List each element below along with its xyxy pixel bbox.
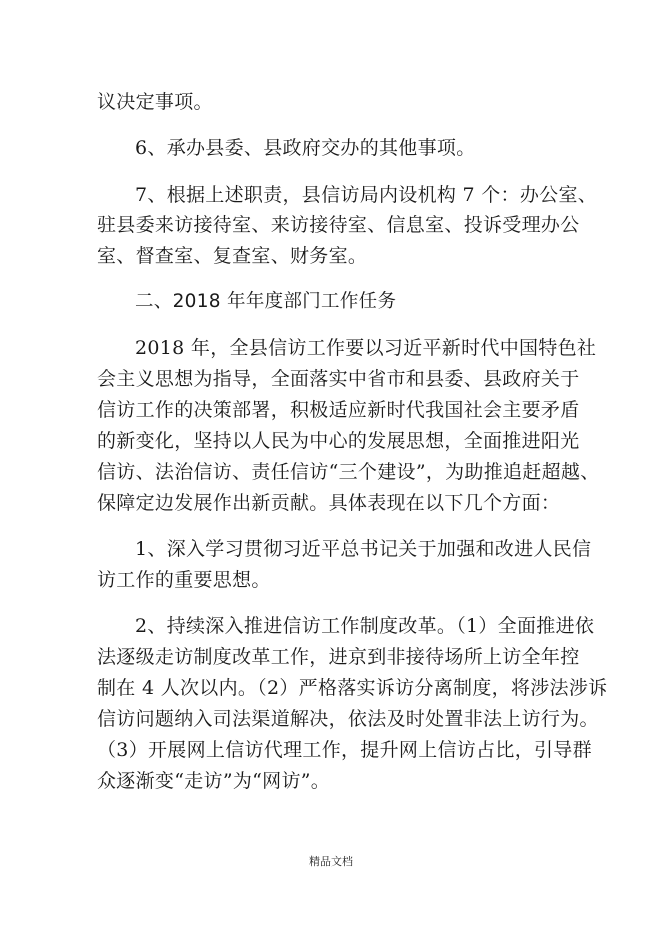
paragraph-line: 信访工作的决策部署，积极适应新时代我国社会主要矛盾 xyxy=(97,399,580,421)
paragraph-line: （3）开展网上信访代理工作，提升网上信访占比，引导群 xyxy=(97,739,592,761)
paragraph-line: 7、根据上述职责，县信访局内设机构 7 个：办公室、 xyxy=(135,184,598,206)
paragraph-line: 6、承办县委、县政府交办的其他事项。 xyxy=(135,137,476,159)
paragraph-line: 会主义思想为指导，全面落实中省市和县委、县政府关于 xyxy=(97,368,580,390)
section-heading: 二、2018 年年度部门工作任务 xyxy=(135,291,397,312)
paragraph-line: 2018 年，全县信访工作要以习近平新时代中国特色社 xyxy=(135,337,597,359)
paragraph-line: 法逐级走访制度改革工作，进京到非接待场所上访全年控 xyxy=(97,646,580,668)
paragraph-line: 信访、法治信访、责任信访“三个建设”，为助推追赶超越、 xyxy=(97,461,600,483)
paragraph-line: 1、深入学习贯彻习近平总书记关于加强和改进人民信 xyxy=(135,538,592,560)
paragraph-line: 众逐渐变“走访”为“网访”。 xyxy=(97,770,331,792)
paragraph-line: 的新变化，坚持以人民为中心的发展思想，全面推进阳光 xyxy=(97,430,580,452)
paragraph-line: 保障定边发展作出新贡献。具体表现在以下几个方面： xyxy=(97,492,561,514)
paragraph-line: 议决定事项。 xyxy=(97,91,213,113)
paragraph-line: 制在 4 人次以内。（2）严格落实诉访分离制度，将涉法涉诉 xyxy=(97,677,608,699)
paragraph-line: 信访问题纳入司法渠道解决，依法及时处置非法上访行为。 xyxy=(97,708,599,730)
page-footer: 精品文档 xyxy=(309,855,353,868)
paragraph-line: 2、持续深入推进信访工作制度改革。（1）全面推进依 xyxy=(135,615,595,637)
paragraph-line: 访工作的重要思想。 xyxy=(97,569,271,591)
paragraph-line: 驻县委来访接待室、来访接待室、信息室、投诉受理办公 xyxy=(97,214,580,236)
paragraph-line: 室、督查室、复查室、财务室。 xyxy=(97,245,368,267)
